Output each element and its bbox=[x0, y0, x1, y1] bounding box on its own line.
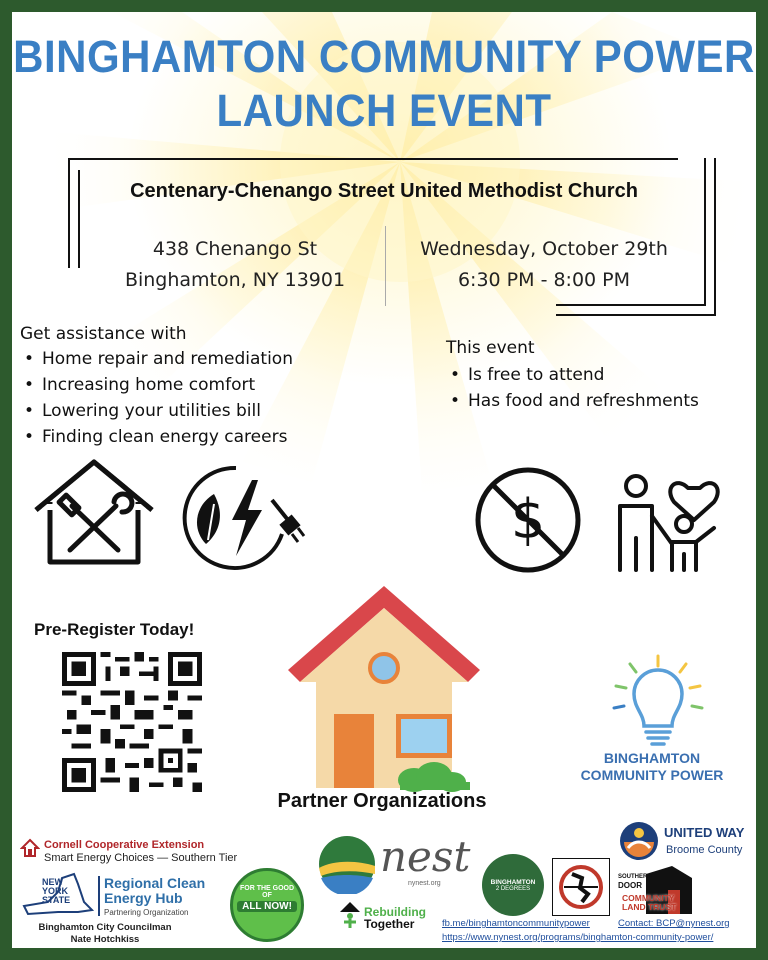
ny-line-1: NEW bbox=[42, 877, 63, 887]
house-illustration bbox=[284, 578, 484, 794]
good-line-2: OF bbox=[262, 892, 272, 899]
sd-line-3: COMMUNITY bbox=[622, 893, 675, 903]
event-time: 6:30 PM - 8:00 PM bbox=[457, 269, 631, 291]
facebook-link[interactable]: fb.me/binghamtoncommunitypower bbox=[442, 918, 590, 929]
lightbulb-icon bbox=[608, 652, 708, 752]
leaf-bolt-plug-icon bbox=[178, 460, 308, 572]
pre-register-label: Pre-Register Today! bbox=[34, 620, 195, 639]
assistance-list bbox=[20, 346, 293, 450]
united-way-name: UNITED WAY bbox=[664, 825, 745, 840]
assistance-title: Get assistance with bbox=[20, 324, 187, 344]
united-way-icon bbox=[618, 820, 660, 862]
svg-text:$: $ bbox=[510, 488, 546, 551]
event-info-title: This event bbox=[446, 338, 535, 358]
frame-bottom-outer-line bbox=[556, 314, 716, 316]
partners-title: Partner Organizations bbox=[277, 790, 487, 812]
ny-line-3: STATE bbox=[42, 895, 71, 905]
venue-address bbox=[90, 234, 380, 296]
qr-code-icon[interactable] bbox=[62, 652, 202, 792]
bcp-line-1: BINGHAMTON bbox=[603, 750, 701, 766]
rebuilding-together-text bbox=[364, 906, 426, 930]
sd-line-4: LAND TRUST bbox=[622, 902, 677, 912]
rebuilding-line-2: Together bbox=[364, 917, 415, 931]
list-item: • Home repair and remediation bbox=[20, 346, 293, 372]
southern-door-clt-logo bbox=[616, 864, 696, 916]
list-item: • Increasing home comfort bbox=[20, 372, 293, 398]
column-divider bbox=[385, 226, 386, 306]
binghamton-2-degrees-logo bbox=[482, 854, 544, 916]
list-item: • Lowering your utilities bill bbox=[20, 398, 293, 424]
rceh-line-2: Energy Hub bbox=[104, 890, 183, 906]
list-item: • Is free to attend bbox=[446, 362, 699, 388]
ny-divider bbox=[98, 876, 100, 916]
bcp-line-2: COMMUNITY POWER bbox=[580, 767, 724, 783]
frame-right-outer-line bbox=[714, 158, 716, 316]
event-info-list bbox=[446, 362, 699, 414]
title-line-2: LAUNCH EVENT bbox=[216, 85, 552, 136]
nest-url: nynest.org bbox=[408, 880, 441, 887]
venue-name: Centenary-Chenango Street United Methodist Church bbox=[130, 180, 638, 202]
nest-logo-text: nest bbox=[380, 832, 471, 881]
rebuilding-together-icon bbox=[338, 900, 362, 930]
event-title bbox=[12, 30, 756, 138]
globe-logo-icon bbox=[552, 858, 610, 916]
frame-top-line bbox=[68, 158, 678, 160]
united-way-county: Broome County bbox=[666, 844, 743, 856]
council-line-1: Binghamton City Councilman bbox=[38, 922, 172, 933]
rceh-line-1: Regional Clean bbox=[104, 875, 206, 891]
rebuilding-line-1: Rebuilding bbox=[364, 905, 426, 919]
address-street: 438 Chenango St bbox=[152, 238, 318, 260]
b2d-line-2: 2 DEGREES bbox=[495, 886, 531, 892]
sd-line-2: DOOR bbox=[618, 881, 642, 890]
ny-state-logo-text bbox=[42, 878, 70, 905]
ny-line-2: YORK bbox=[42, 886, 69, 896]
event-datetime bbox=[394, 234, 694, 296]
frame-right-line bbox=[704, 158, 706, 306]
list-item: • Finding clean energy careers bbox=[20, 424, 293, 450]
frame-bottom-line bbox=[556, 304, 706, 306]
b2d-line-1: BINGHAMTON bbox=[490, 879, 536, 886]
frame-left-line bbox=[68, 158, 70, 268]
sd-line-1: SOUTHERN bbox=[618, 874, 652, 880]
event-day: Wednesday, October 29th bbox=[420, 238, 668, 260]
good-line-1: FOR THE GOOD bbox=[239, 885, 295, 892]
program-link[interactable]: https://www.nynest.org/programs/binghamton-community-power/ bbox=[442, 932, 714, 943]
nest-logo-icon bbox=[317, 834, 377, 894]
list-item: • Has food and refreshments bbox=[446, 388, 699, 414]
good-of-all-logo bbox=[230, 868, 304, 942]
address-city: Binghamton, NY 13901 bbox=[124, 269, 346, 291]
family-heart-icon bbox=[602, 458, 728, 576]
partner-councilman bbox=[20, 922, 190, 946]
no-dollar-icon bbox=[472, 464, 584, 576]
partner-rceh-name bbox=[104, 876, 205, 906]
cce-logo-icon bbox=[20, 838, 40, 858]
bcp-logo-text bbox=[552, 750, 752, 784]
good-line-3: ALL NOW! bbox=[237, 901, 297, 912]
council-line-2: Nate Hotchkiss bbox=[70, 934, 140, 945]
contact-email[interactable]: Contact: BCP@nynest.org bbox=[618, 918, 730, 929]
house-tools-icon bbox=[30, 456, 158, 568]
partner-cce-program: Smart Energy Choices — Southern Tier bbox=[44, 852, 238, 864]
partner-rceh-role: Partnering Organization bbox=[104, 908, 189, 917]
partner-cce-name: Cornell Cooperative Extension bbox=[44, 839, 205, 851]
title-line-1: BINGHAMTON COMMUNITY POWER bbox=[13, 31, 755, 82]
